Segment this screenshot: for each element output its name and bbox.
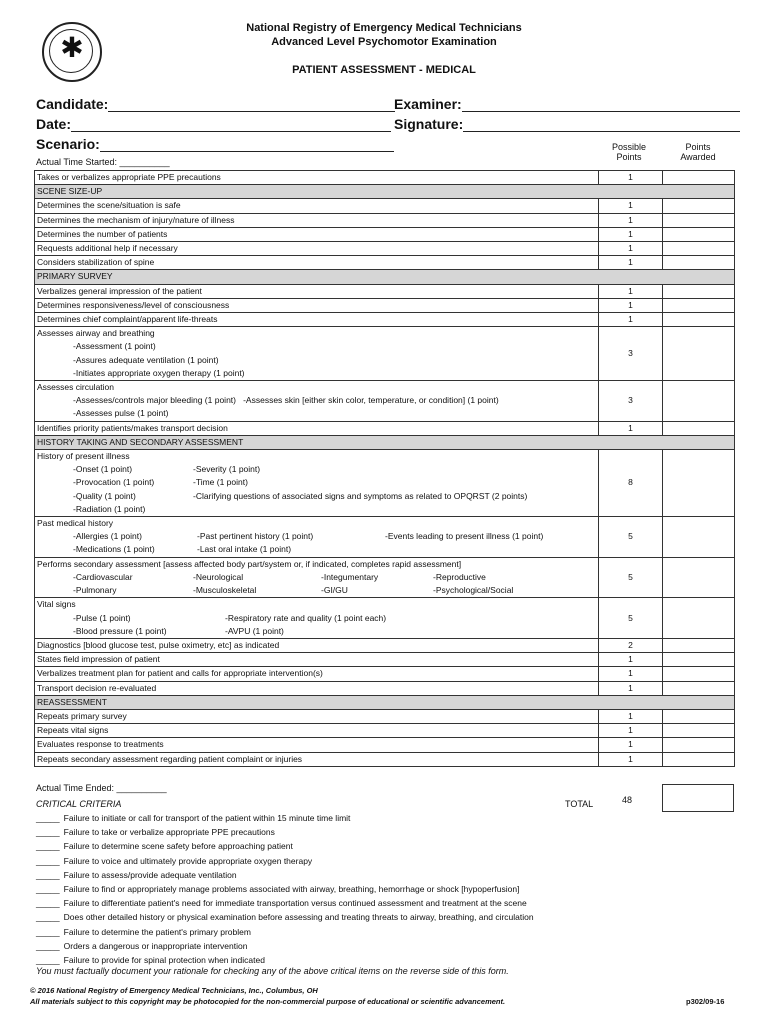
candidate-label: Candidate: xyxy=(36,96,109,112)
critical-criteria-item[interactable] xyxy=(36,925,736,939)
critical-checkbox-line[interactable]: _____ xyxy=(36,869,60,880)
sub-item: -Assures adequate ventilation (1 point) xyxy=(73,354,219,365)
points-awarded-header xyxy=(664,142,732,162)
item-label: Verbalizes treatment plan for patient and calls for appropriate intervention(s) xyxy=(35,667,599,681)
sub-item: -Radiation (1 point) xyxy=(73,503,146,514)
possible-points: 1 xyxy=(599,752,663,766)
points-awarded-cell[interactable] xyxy=(663,681,735,695)
possible-points: 1 xyxy=(599,298,663,312)
item-label: Vital signs xyxy=(37,599,76,610)
points-awarded-cell[interactable] xyxy=(663,738,735,752)
critical-criteria-text: Failure to assess/provide adequate ventilation xyxy=(63,869,237,880)
points-awarded-cell[interactable] xyxy=(663,227,735,241)
table-row xyxy=(35,313,735,327)
points-awarded-cell[interactable] xyxy=(663,256,735,270)
table-row xyxy=(35,199,735,213)
sub-item: -Reproductive xyxy=(433,571,486,582)
sub-item: -GI/GU xyxy=(321,585,348,596)
table-row xyxy=(35,381,735,422)
section-primary-survey: PRIMARY SURVEY xyxy=(35,270,735,284)
item-label: Identifies priority patients/makes transport decision xyxy=(35,421,599,435)
sub-item: -Neurological xyxy=(193,571,244,582)
critical-checkbox-line[interactable]: _____ xyxy=(36,898,60,909)
table-row xyxy=(35,298,735,312)
sub-item: -Quality (1 point) xyxy=(73,490,136,501)
scenario-line[interactable] xyxy=(100,138,394,152)
scenario-field[interactable] xyxy=(36,136,394,152)
star-of-life-icon: ✱ xyxy=(60,32,84,63)
permission-notice: All materials subject to this copyright may be photocopied for the non-commercial purpose of educational or scientific advancement. xyxy=(30,997,506,1006)
scenario-label: Scenario: xyxy=(36,136,100,152)
critical-criteria-text: Failure to take or verbalize appropriate PPE precautions xyxy=(63,827,275,838)
possible-points: 2 xyxy=(599,638,663,652)
item-label: Repeats primary survey xyxy=(35,709,599,723)
total-label: TOTAL xyxy=(565,799,594,809)
examiner-field[interactable] xyxy=(394,96,740,112)
possible-points: 1 xyxy=(599,709,663,723)
points-awarded-cell[interactable] xyxy=(663,653,735,667)
table-row xyxy=(35,327,735,381)
points-awarded-cell[interactable] xyxy=(663,171,735,185)
possible-points: 1 xyxy=(599,213,663,227)
critical-checkbox-line[interactable]: _____ xyxy=(36,855,60,866)
possible-points: 5 xyxy=(599,598,663,639)
points-awarded-cell[interactable] xyxy=(663,298,735,312)
section-header-row xyxy=(35,270,735,284)
points-awarded-cell[interactable] xyxy=(663,213,735,227)
table-row xyxy=(35,284,735,298)
critical-criteria-item[interactable] xyxy=(36,939,736,953)
item-label: Verbalizes general impression of the patient xyxy=(35,284,599,298)
possible-points: 5 xyxy=(599,517,663,558)
item-label: Repeats vital signs xyxy=(35,724,599,738)
sub-item-row xyxy=(37,584,596,597)
table-row xyxy=(35,653,735,667)
actual-time-ended[interactable]: Actual Time Ended: __________ xyxy=(36,783,167,793)
points-awarded-cell[interactable] xyxy=(663,284,735,298)
sub-item: -Assessment (1 point) xyxy=(73,341,156,352)
form-code: p302/09-16 xyxy=(686,997,725,1006)
sub-item: -Assesses pulse (1 point) xyxy=(73,408,169,419)
item-label: Determines the scene/situation is safe xyxy=(35,199,599,213)
sub-item: -Psychological/Social xyxy=(433,585,514,596)
section-reassessment: REASSESSMENT xyxy=(35,695,735,709)
item-label: Past medical history xyxy=(37,518,114,529)
possible-points: 8 xyxy=(599,450,663,517)
section-history-secondary: HISTORY TAKING AND SECONDARY ASSESSMENT xyxy=(35,435,735,449)
sub-item: -Medications (1 point) xyxy=(73,544,155,555)
points-awarded-cell[interactable] xyxy=(663,450,735,517)
critical-checkbox-line[interactable]: _____ xyxy=(36,954,60,965)
table-row xyxy=(35,256,735,270)
sub-item-row xyxy=(37,625,596,638)
points-awarded-cell[interactable] xyxy=(663,557,735,598)
points-awarded-cell[interactable] xyxy=(663,313,735,327)
sub-item: -Respiratory rate and quality (1 point each) xyxy=(225,612,387,623)
table-row xyxy=(35,681,735,695)
critical-criteria-list xyxy=(36,811,736,967)
possible-points-header xyxy=(598,142,660,162)
critical-criteria-item[interactable] xyxy=(36,910,736,924)
item-label: Assesses airway and breathing xyxy=(37,328,155,339)
date-label: Date: xyxy=(36,116,72,132)
item-label: Requests additional help if necessary xyxy=(35,242,599,256)
secondary-assessment-cell xyxy=(35,557,599,598)
critical-criteria-item[interactable] xyxy=(36,953,736,967)
awarded-header-line2: Awarded xyxy=(680,152,716,162)
exam-name: Advanced Level Psychomotor Examination xyxy=(271,36,497,48)
sub-item: -Past pertinent history (1 point) xyxy=(197,531,314,542)
sub-item: -Clarifying questions of associated signs and symptoms as related to OPQRST (2 points) xyxy=(193,490,528,501)
critical-checkbox-line[interactable]: _____ xyxy=(36,827,60,838)
critical-checkbox-line[interactable]: _____ xyxy=(36,940,60,951)
sub-item: -Assesses skin [either skin color, temperature, or condition] (1 point) xyxy=(243,395,499,406)
sub-item-row xyxy=(37,612,596,625)
possible-points: 1 xyxy=(599,667,663,681)
vital-signs-cell xyxy=(35,598,599,639)
points-awarded-cell[interactable] xyxy=(663,598,735,639)
points-awarded-cell[interactable] xyxy=(663,242,735,256)
critical-criteria-text: Failure to initiate or call for transport of the patient within 15 minute time limit xyxy=(63,813,351,823)
sub-item-row xyxy=(37,490,596,503)
table-row xyxy=(35,752,735,766)
sub-item: -AVPU (1 point) xyxy=(225,625,284,636)
critical-checkbox-line[interactable]: _____ xyxy=(36,841,60,852)
item-label: Determines responsiveness/level of consciousness xyxy=(35,298,599,312)
item-label: Diagnostics [blood glucose test, pulse oximetry, etc] as indicated xyxy=(35,638,599,652)
item-label: Repeats secondary assessment regarding patient complaint or injuries xyxy=(35,752,599,766)
item-label: Evaluates response to treatments xyxy=(35,738,599,752)
points-awarded-cell[interactable] xyxy=(663,327,735,381)
total-possible: 48 xyxy=(621,795,632,805)
item-label: Determines the number of patients xyxy=(35,227,599,241)
sub-item: -Allergies (1 point) xyxy=(73,531,142,542)
possible-points: 1 xyxy=(599,227,663,241)
sub-item: -Musculoskeletal xyxy=(193,585,257,596)
possible-points: 3 xyxy=(599,381,663,422)
possible-points: 1 xyxy=(599,724,663,738)
critical-criteria-item[interactable] xyxy=(36,896,736,910)
critical-criteria-item[interactable] xyxy=(36,882,736,896)
awarded-header-line1: Points xyxy=(685,142,711,152)
critical-criteria-text: Failure to find or appropriately manage problems associated with airway, breathing, hemorrhage or shock [hypoperfusion] xyxy=(63,883,520,894)
table-row xyxy=(35,421,735,435)
sub-item-row xyxy=(37,394,596,407)
points-awarded-cell[interactable] xyxy=(663,724,735,738)
section-header-row xyxy=(35,695,735,709)
item-label: Transport decision re-evaluated xyxy=(35,681,599,695)
item-label: History of present illness xyxy=(37,451,130,462)
sub-item-row xyxy=(37,463,596,476)
section-header-row xyxy=(35,185,735,199)
table-row xyxy=(35,738,735,752)
item-label: States field impression of patient xyxy=(35,653,599,667)
critical-criteria-text: Failure to provide for spinal protection when indicated xyxy=(63,954,265,965)
sub-item: -Provocation (1 point) xyxy=(73,477,155,488)
table-row xyxy=(35,709,735,723)
sub-item-row xyxy=(37,530,596,543)
points-awarded-cell[interactable] xyxy=(663,421,735,435)
critical-criteria-item[interactable] xyxy=(36,868,736,882)
item-label: Determines chief complaint/apparent life-threats xyxy=(35,313,599,327)
total-awarded-box[interactable] xyxy=(662,784,734,812)
item-label: Performs secondary assessment [assess affected body part/system or, if indicated, completes rapid assessment] xyxy=(37,558,462,569)
table-row xyxy=(35,227,735,241)
critical-criteria-heading: CRITICAL CRITERIA xyxy=(36,799,122,809)
possible-points: 1 xyxy=(599,199,663,213)
past-medical-history-cell xyxy=(35,517,599,558)
table-row xyxy=(35,450,735,517)
points-awarded-cell[interactable] xyxy=(663,667,735,681)
item-label: Assesses circulation xyxy=(37,382,115,393)
examiner-line[interactable] xyxy=(462,98,740,112)
sub-item: -Onset (1 point) xyxy=(73,464,133,475)
critical-criteria-item[interactable] xyxy=(36,854,736,868)
possible-points: 1 xyxy=(599,738,663,752)
signature-field[interactable] xyxy=(394,116,740,132)
possible-points: 1 xyxy=(599,681,663,695)
item-label: Determines the mechanism of injury/nature of illness xyxy=(35,213,599,227)
critical-criteria-text: Failure to differentiate patient's need for immediate transportation versus continued assessment and treatment at the scene xyxy=(63,898,527,909)
rationale-note: You must factually document your rationale for checking any of the above critical items on the reverse side of this form. xyxy=(36,966,509,976)
signature-label: Signature: xyxy=(394,116,464,132)
critical-criteria-text: Does other detailed history or physical examination before assessing and treating threats to airway, breathing, and circulation xyxy=(63,912,534,923)
sub-item: -Pulmonary xyxy=(73,585,117,596)
possible-points: 1 xyxy=(599,421,663,435)
candidate-field[interactable] xyxy=(36,96,395,112)
critical-checkbox-line[interactable]: _____ xyxy=(36,926,60,937)
possible-points: 1 xyxy=(599,242,663,256)
possible-header-line2: Points xyxy=(616,152,642,162)
org-name: National Registry of Emergency Medical Technicians xyxy=(246,22,522,34)
sub-item: -Severity (1 point) xyxy=(193,464,261,475)
sub-item: -Events leading to present illness (1 point) xyxy=(385,531,544,542)
form-title: PATIENT ASSESSMENT - MEDICAL xyxy=(292,64,476,76)
sub-item: -Cardiovascular xyxy=(73,571,133,582)
date-field[interactable] xyxy=(36,116,391,132)
actual-time-started[interactable]: Actual Time Started: __________ xyxy=(36,157,170,167)
sub-item-row xyxy=(37,476,596,489)
points-awarded-cell[interactable] xyxy=(663,752,735,766)
critical-checkbox-line[interactable]: _____ xyxy=(36,883,60,894)
possible-points: 1 xyxy=(599,284,663,298)
circulation-cell xyxy=(35,381,599,422)
sub-item: -Initiates appropriate oxygen therapy (1 point) xyxy=(73,367,245,378)
possible-points: 1 xyxy=(599,256,663,270)
table-row xyxy=(35,213,735,227)
critical-criteria-text: Failure to voice and ultimately provide appropriate oxygen therapy xyxy=(63,855,313,866)
possible-points: 1 xyxy=(599,171,663,185)
signature-line[interactable] xyxy=(463,118,740,132)
table-row xyxy=(35,517,735,558)
sub-item: -Last oral intake (1 point) xyxy=(197,544,292,555)
critical-checkbox-line[interactable]: _____ xyxy=(36,912,60,923)
sub-item-row xyxy=(37,571,596,584)
table-row xyxy=(35,667,735,681)
points-awarded-cell[interactable] xyxy=(663,381,735,422)
airway-breathing-cell xyxy=(35,327,599,381)
critical-criteria-item[interactable] xyxy=(36,839,736,853)
points-awarded-cell[interactable] xyxy=(663,517,735,558)
sub-item: -Pulse (1 point) xyxy=(73,612,131,623)
points-awarded-cell[interactable] xyxy=(663,638,735,652)
possible-points: 1 xyxy=(599,653,663,667)
possible-points: 3 xyxy=(599,327,663,381)
critical-criteria-text: Failure to determine the patient's primary problem xyxy=(63,926,251,937)
table-row xyxy=(35,557,735,598)
candidate-line[interactable] xyxy=(108,98,395,112)
examiner-label: Examiner: xyxy=(394,96,462,112)
date-line[interactable] xyxy=(71,118,391,132)
sub-item-row xyxy=(37,543,596,556)
sub-item: -Time (1 point) xyxy=(193,477,248,488)
possible-points: 5 xyxy=(599,557,663,598)
critical-criteria-item[interactable] xyxy=(36,825,736,839)
table-row xyxy=(35,171,735,185)
table-row xyxy=(35,598,735,639)
section-scene-size-up: SCENE SIZE-UP xyxy=(35,185,735,199)
table-row xyxy=(35,242,735,256)
copyright-notice: © 2016 National Registry of Emergency Medical Technicians, Inc., Columbus, OH xyxy=(30,986,318,995)
sub-item: -Integumentary xyxy=(321,571,379,582)
table-row xyxy=(35,638,735,652)
assessment-table xyxy=(34,170,735,767)
critical-criteria-text: Orders a dangerous or inappropriate intervention xyxy=(63,940,248,951)
possible-header-line1: Possible xyxy=(611,142,647,152)
points-awarded-cell[interactable] xyxy=(663,199,735,213)
section-header-row xyxy=(35,435,735,449)
critical-checkbox-line[interactable]: _____ xyxy=(36,813,60,823)
points-awarded-cell[interactable] xyxy=(663,709,735,723)
table-row xyxy=(35,724,735,738)
sub-item: -Blood pressure (1 point) xyxy=(73,625,167,636)
critical-criteria-text: Failure to determine scene safety before approaching patient xyxy=(63,841,293,852)
critical-criteria-item[interactable] xyxy=(36,811,736,825)
history-present-illness-cell xyxy=(35,450,599,517)
possible-points: 1 xyxy=(599,313,663,327)
sub-item: -Assesses/controls major bleeding (1 point) xyxy=(73,395,236,406)
item-label: Considers stabilization of spine xyxy=(35,256,599,270)
item-label: Takes or verbalizes appropriate PPE precautions xyxy=(35,171,599,185)
